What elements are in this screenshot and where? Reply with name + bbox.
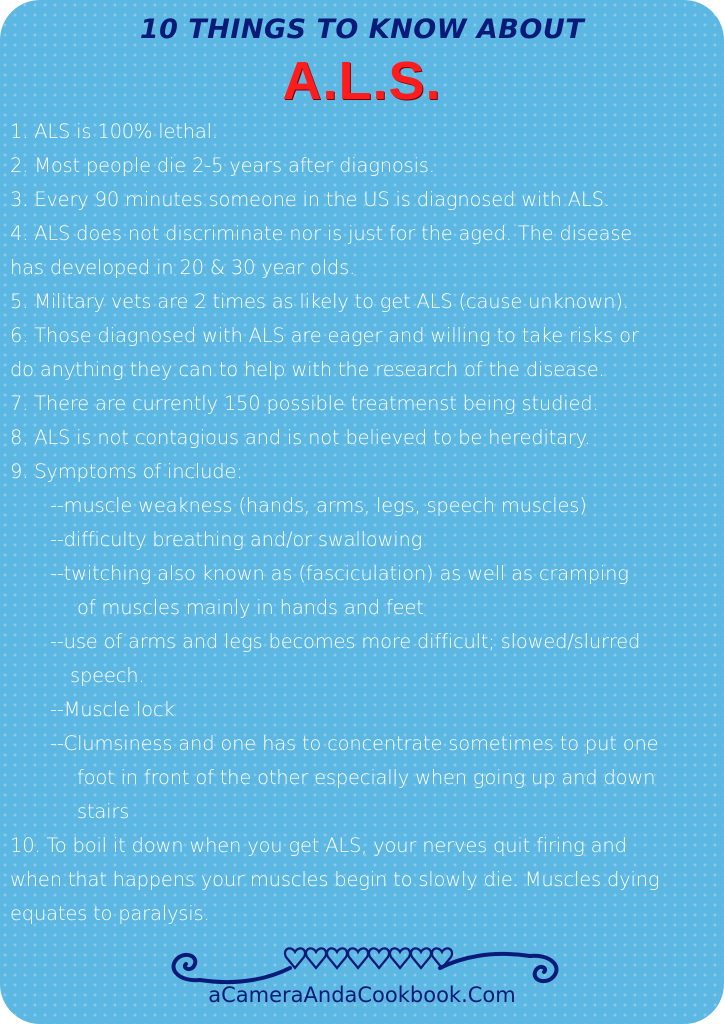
heart-icon <box>390 948 410 968</box>
fact-7: 7. There are currently 150 possible treatmenst being studied. <box>10 392 599 415</box>
heart-icon <box>285 948 305 968</box>
header-subtitle: 10 THINGS TO KNOW ABOUT <box>139 14 585 45</box>
symptom-muscle-lock: --Muscle lock <box>50 698 175 721</box>
heart-icon <box>327 948 347 968</box>
fact-10: 10. To boil it down when you get ALS, your nerves quit firing and <box>10 834 627 857</box>
fact-6-cont: do anything they can to help with the research of the disease. <box>10 358 605 381</box>
symptom-twitching: --twitching also known as (fasciculation) as well as cramping <box>50 562 629 585</box>
fact-10-cont-2: equates to paralysis. <box>10 902 210 925</box>
fact-5: 5. Military vets are 2 times as likely to get ALS (cause unknown). <box>10 290 629 313</box>
fact-4-cont: has developed in 20 & 30 year olds. <box>10 256 356 279</box>
symptom-clumsiness-cont-2: stairs <box>77 800 130 823</box>
facts-list <box>10 115 720 931</box>
symptom-clumsiness-cont: foot in front of the other especially when going up and down <box>77 766 656 789</box>
heart-icon <box>411 948 431 968</box>
fact-3: 3. Every 90 minutes someone in the US is diagnosed with ALS. <box>10 188 610 211</box>
symptom-weakness: --muscle weakness (hands, arms, legs, speech muscles) <box>50 494 587 517</box>
fact-1: 1. ALS is 100% lethal. <box>10 120 218 143</box>
symptom-breathing: --difficulty breathing and/or swallowing <box>50 528 423 551</box>
fact-2: 2. Most people die 2-5 years after diagnosis. <box>10 154 435 177</box>
heart-icon <box>369 948 389 968</box>
heart-icon <box>306 948 326 968</box>
symptom-clumsiness: --Clumsiness and one has to concentrate sometimes to put one <box>50 732 659 755</box>
header-title: A.L.S. <box>282 51 442 111</box>
symptom-arms-legs-cont: speech. <box>70 664 145 687</box>
website-credit: aCameraAndaCookbook.Com <box>208 983 516 1007</box>
symptom-twitching-cont: of muscles mainly in hands and feet <box>77 596 424 619</box>
fact-6: 6. Those diagnosed with ALS are eager and willing to take risks or <box>10 324 639 347</box>
fact-9: 9. Symptoms of include: <box>10 460 243 483</box>
fact-10-cont: when that happens your muscles begin to slowly die. Muscles dying <box>10 868 660 891</box>
symptom-arms-legs: --use of arms and legs becomes more difficult; slowed/slurred <box>50 630 641 653</box>
fact-8: 8. ALS is not contagious and is not believed to be hereditary. <box>10 426 591 449</box>
fact-4: 4. ALS does not discriminate nor is just for the aged. The disease <box>10 222 633 245</box>
heart-icon <box>348 948 368 968</box>
